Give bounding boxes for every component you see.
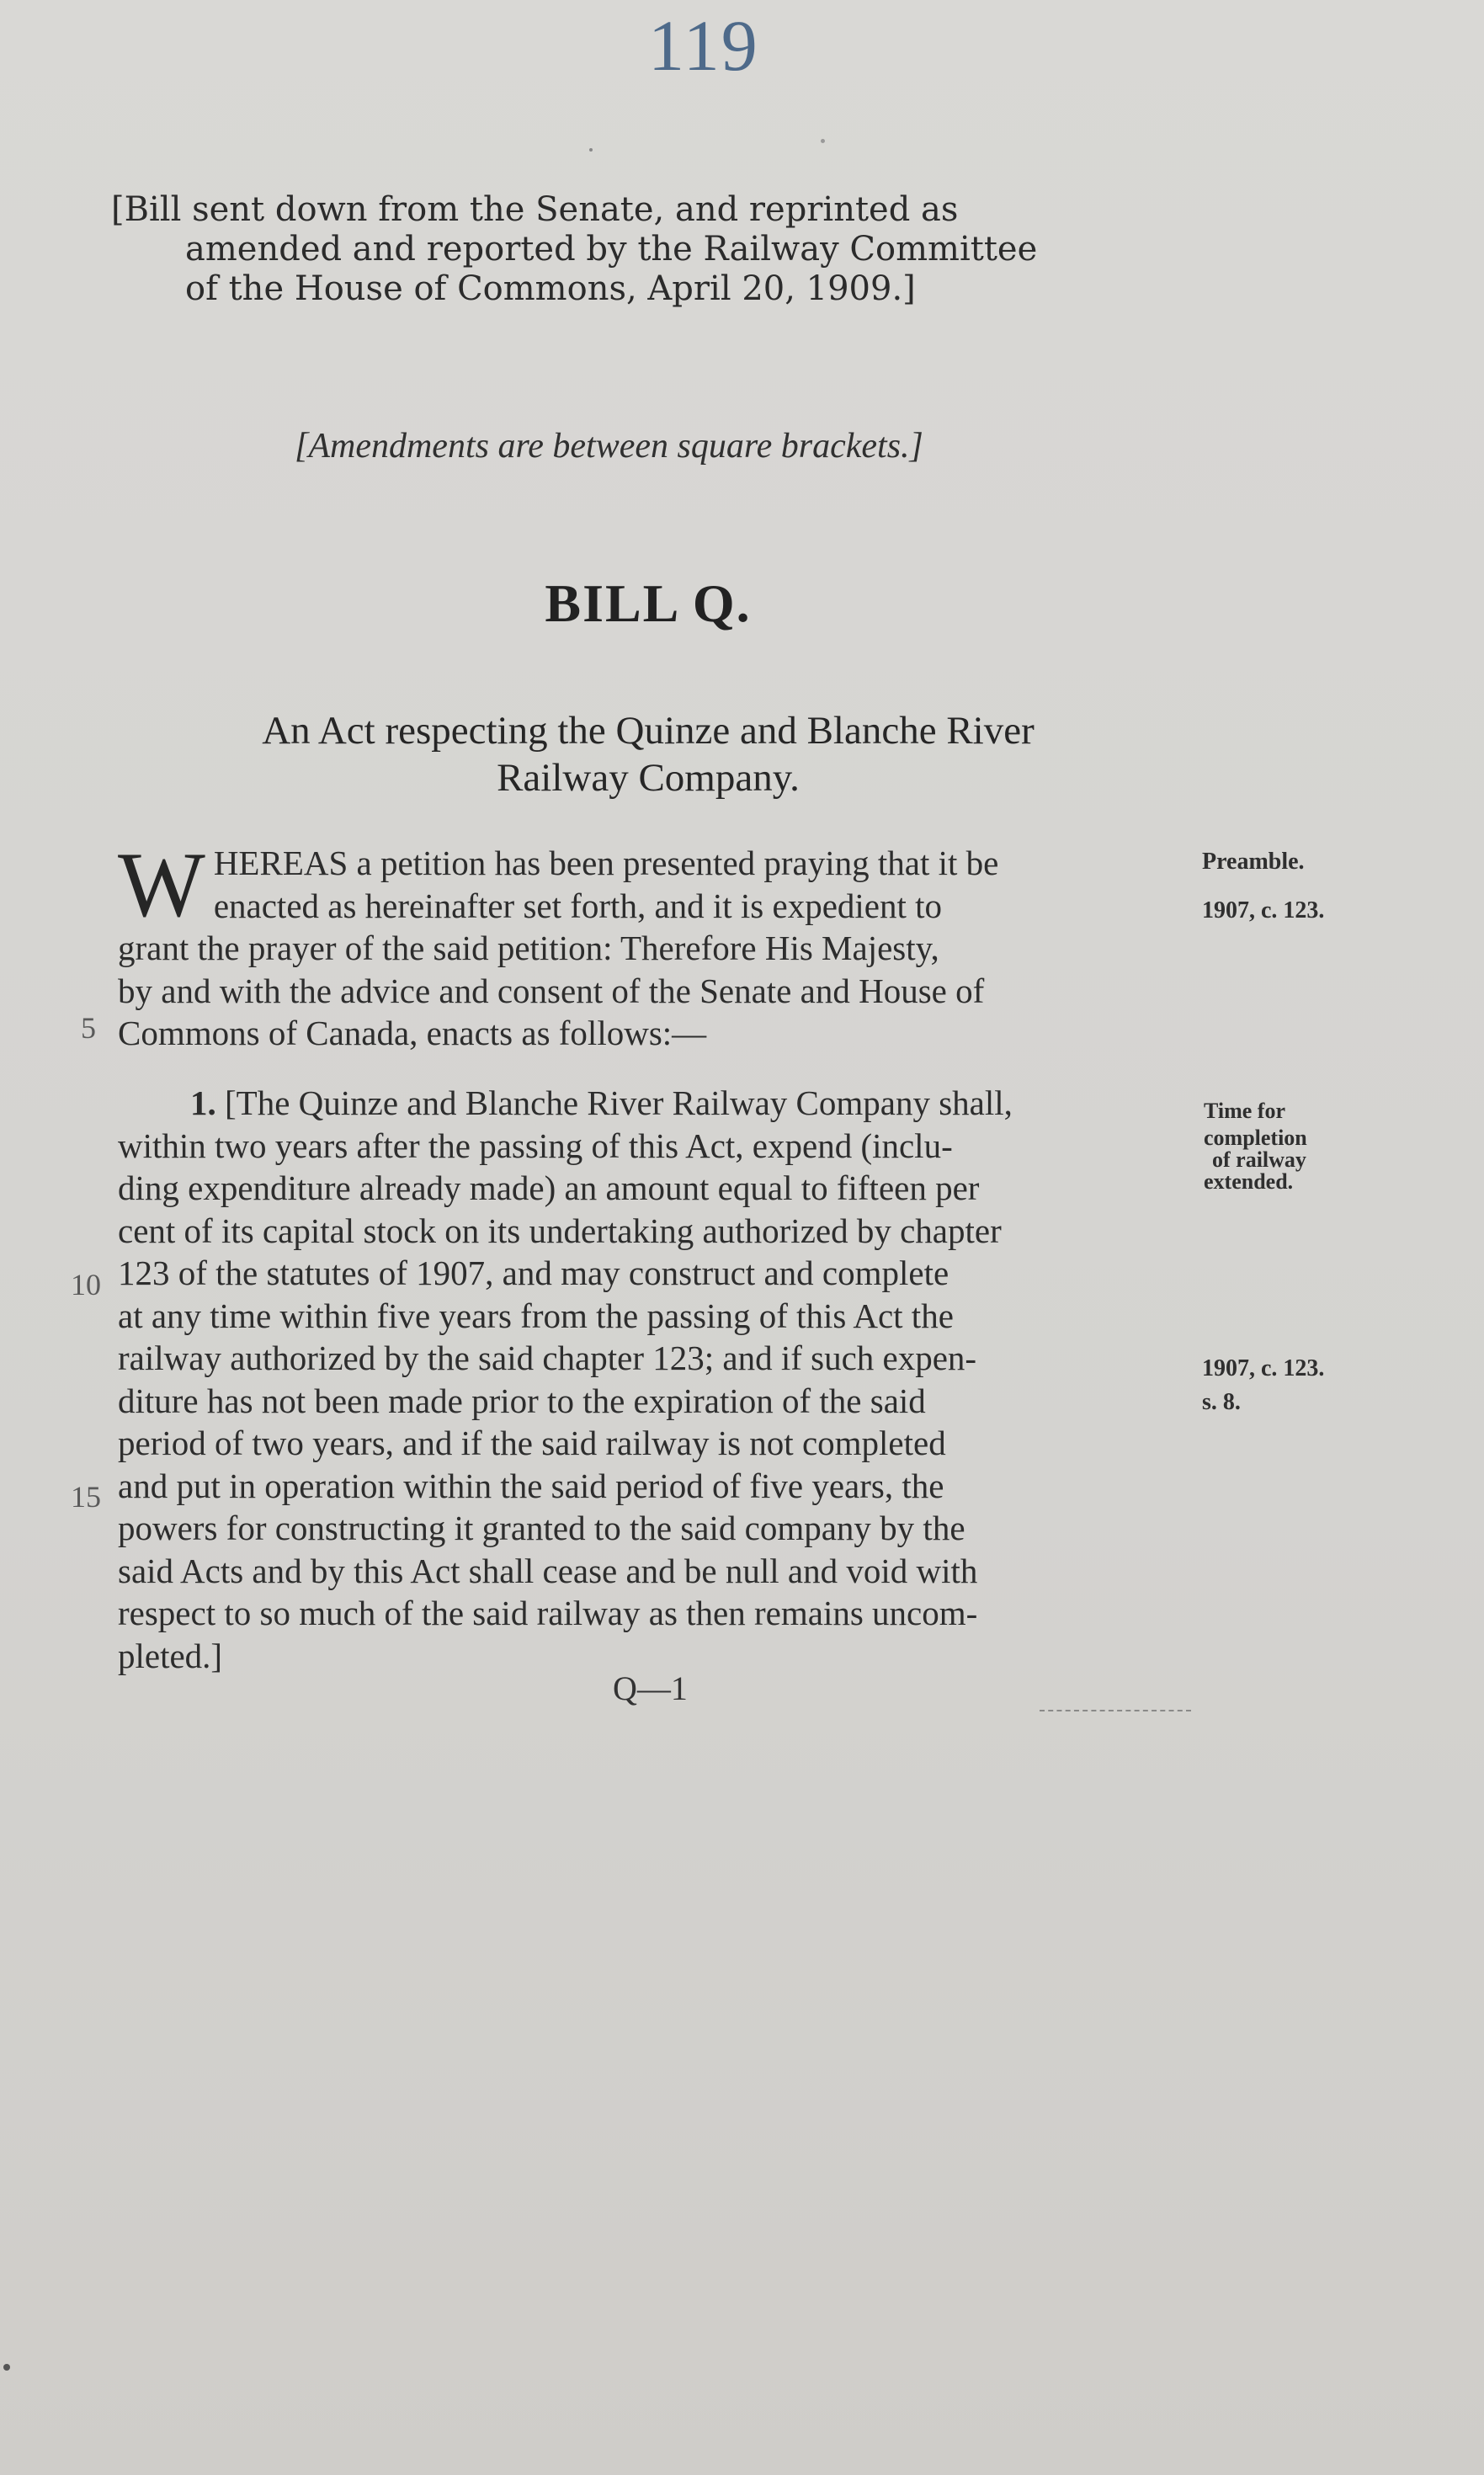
section-line: period of two years, and if the said railway is not completed bbox=[118, 1424, 946, 1462]
speck-mark bbox=[821, 139, 825, 143]
section-line: powers for constructing it granted to the said company by the bbox=[118, 1509, 965, 1547]
speck-mark bbox=[589, 148, 593, 152]
margin-note-reference: 1907, c. 123. bbox=[1202, 1355, 1325, 1381]
section-line-text: [The Quinze and Blanche River Railway Company shall, bbox=[225, 1083, 1013, 1122]
header-note-line-1: [Bill sent down from the Senate, and reprinted as bbox=[111, 190, 959, 229]
preamble-line: enacted as hereinafter set forth, and it is expedient to bbox=[213, 886, 943, 925]
footer-code: Q—1 bbox=[613, 1669, 688, 1707]
speck-mark bbox=[3, 2364, 10, 2371]
margin-note-time-for: Time for bbox=[1204, 1099, 1285, 1123]
section-1-paragraph bbox=[118, 1082, 1191, 1677]
section-line: within two years after the passing of this Act, expend (inclu- bbox=[118, 1126, 953, 1165]
section-line: railway authorized by the said chapter 123; and if such expen- bbox=[118, 1339, 977, 1377]
preamble-line: Commons of Canada, enacts as follows:— bbox=[118, 1014, 707, 1052]
section-line: at any time within five years from the passing of this Act the bbox=[118, 1296, 954, 1335]
margin-note-preamble: Preamble. bbox=[1202, 849, 1305, 875]
preamble-line: grant the prayer of the said petition: Therefore His Majesty, bbox=[118, 929, 939, 967]
bill-title: BILL Q. bbox=[545, 573, 752, 633]
section-line: 123 of the statutes of 1907, and may construct and complete bbox=[118, 1253, 949, 1292]
page-number: 119 bbox=[648, 5, 759, 86]
act-title bbox=[126, 707, 1170, 801]
section-number: 1. bbox=[190, 1083, 216, 1122]
line-number-15: 15 bbox=[71, 1480, 101, 1514]
header-note-line-2: amended and reported by the Railway Committee bbox=[185, 230, 1038, 269]
section-line: respect to so much of the said railway as then remains uncom- bbox=[118, 1594, 978, 1632]
act-title-line-1: An Act respecting the Quinze and Blanche River bbox=[262, 709, 1035, 753]
act-title-line-2: Railway Company. bbox=[497, 756, 800, 800]
section-line: said Acts and by this Act shall cease and be null and void with bbox=[118, 1551, 978, 1590]
section-line: and put in operation within the said period of five years, the bbox=[118, 1466, 944, 1505]
section-line: diture has not been made prior to the expiration of the said bbox=[118, 1381, 926, 1420]
header-note-line-3: of the House of Commons, April 20, 1909.] bbox=[185, 269, 916, 308]
section-line: ding expenditure already made) an amount equal to fifteen per bbox=[118, 1168, 980, 1207]
line-number-5: 5 bbox=[81, 1011, 96, 1045]
section-line: cent of its capital stock on its undertaking authorized by chapter bbox=[118, 1211, 1002, 1250]
amendments-note: [Amendments are between square brackets.] bbox=[295, 427, 923, 466]
margin-note-extended: extended. bbox=[1204, 1169, 1294, 1194]
line-number-10: 10 bbox=[71, 1268, 101, 1301]
preamble-line: by and with the advice and consent of the Senate and House of bbox=[118, 971, 985, 1010]
margin-note-of-railway: of railway bbox=[1212, 1147, 1306, 1172]
margin-note-reference: 1907, c. 123. bbox=[1202, 897, 1325, 923]
margin-note-completion: completion bbox=[1204, 1126, 1307, 1150]
drop-cap: W bbox=[118, 833, 205, 936]
section-line bbox=[118, 1082, 1191, 1125]
footer-rule bbox=[1040, 1710, 1191, 1711]
margin-note-section: s. 8. bbox=[1202, 1389, 1241, 1415]
header-note bbox=[111, 190, 1222, 309]
section-line: pleted.] bbox=[118, 1636, 223, 1675]
preamble-line: HEREAS a petition has been presented praying that it be bbox=[213, 844, 999, 882]
preamble-paragraph bbox=[118, 833, 1191, 1055]
